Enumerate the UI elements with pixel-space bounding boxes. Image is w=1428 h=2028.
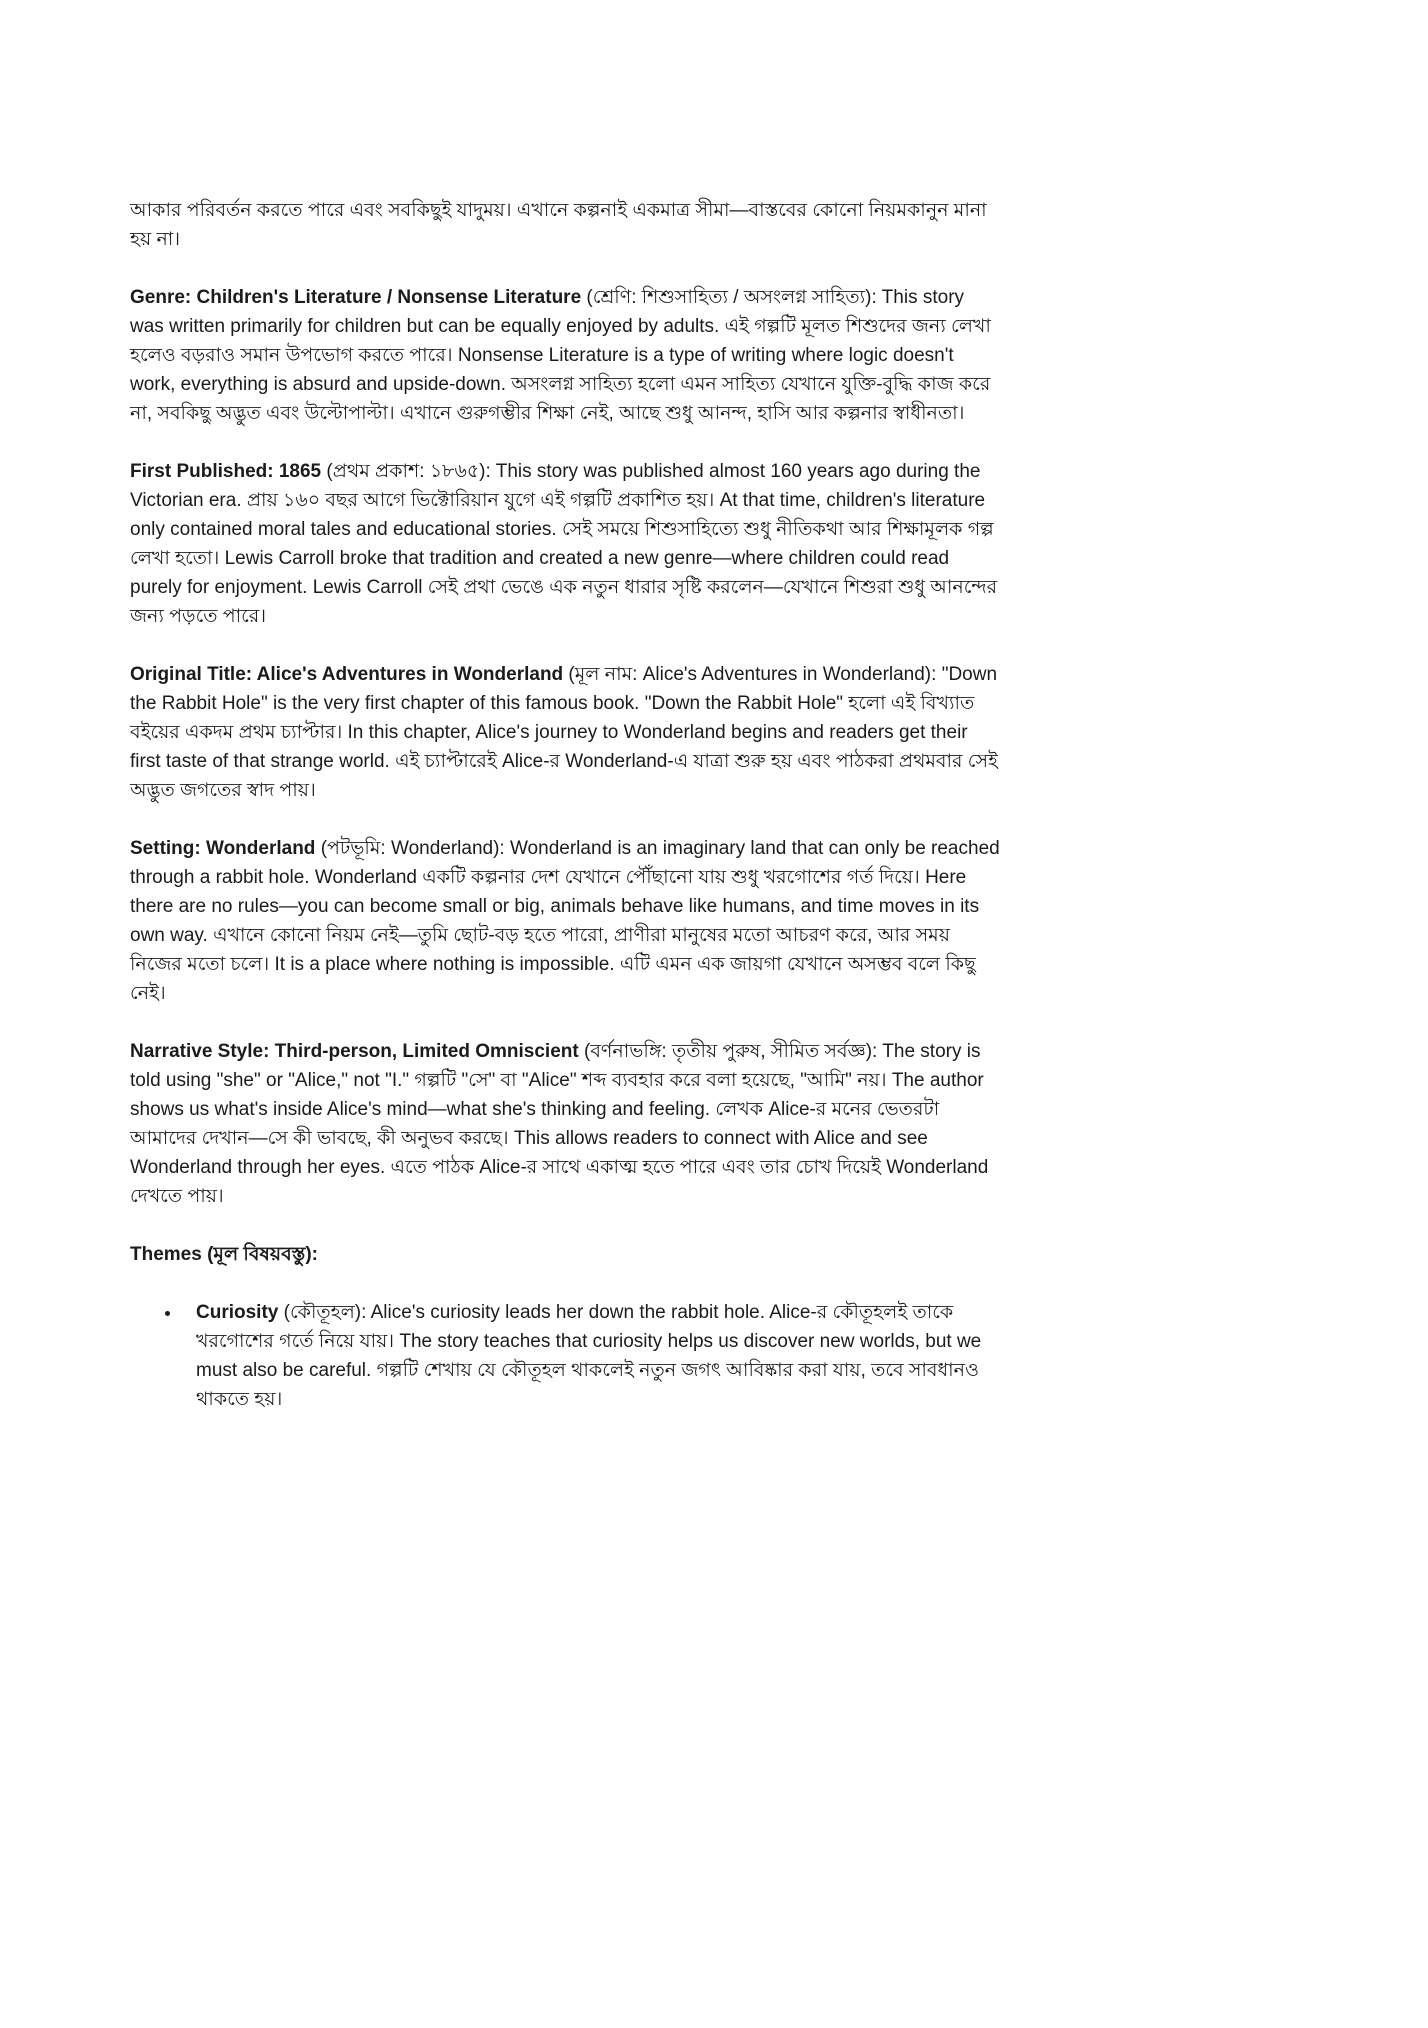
paragraph-text: (শ্রেণি: শিশুসাহিত্য / অসংলগ্ন সাহিত্য): This story was written primarily for children but can be equally enjoyed by adults. এই গল্পটি মূলত শিশুদের জন্য লেখা হলেও বড়রাও সমান উপভোগ করতে পারে। Nonsense Literature is a type of writing where logic doesn't work, everything is absurd and upside-down. অসংলগ্ন সাহিত্য হলো এমন সাহিত্য যেখানে যুক্তি-বুদ্ধি কাজ করে না, সবকিছু অদ্ভুত এবং উল্টোপাল্টা। এখানে গুরুগম্ভীর শিক্ষা নেই, আছে শুধু আনন্দ, হাসি আর কল্পনার স্বাধীনতা।: [130, 287, 997, 424]
paragraph-original-title: [130, 660, 1004, 805]
paragraph-text: (পটভূমি: Wonderland): Wonderland is an imaginary land that can only be reached through a rabbit hole. Wonderland একটি কল্পনার দেশ যেখানে পৌঁছানো যায় শুধু খরগোশের গর্ত দিয়ে। Here there are no rules—you can become small or big, animals behave like humans, and time moves in its own way. এখানে কোনো নিয়ম নেই—তুমি ছোট-বড় হতে পারো, প্রাণীরা মানুষের মতো আচরণ করে, আর সময় নিজের মতো চলে। It is a place where nothing is impossible. এটি এমন এক জায়গা যেখানে অসম্ভব বলে কিছু নেই।: [130, 838, 1005, 1004]
paragraph-lead: First Published: 1865: [130, 461, 322, 482]
paragraph-lead: Narrative Style: Third-person, Limited Omniscient: [130, 1041, 579, 1062]
paragraph-setting: [130, 834, 1005, 1008]
bullet-lead: Curiosity: [196, 1302, 279, 1323]
themes-heading-text: Themes (মূল বিষয়বস্তু):: [130, 1244, 318, 1265]
paragraph-lead: Original Title: Alice's Adventures in Wonderland: [130, 664, 564, 685]
paragraph-text: (প্রথম প্রকাশ: ১৮৬৫): This story was published almost 160 years ago during the Victorian era. প্রায় ১৬০ বছর আগে ভিক্টোরিয়ান যুগে এই গল্পটি প্রকাশিত হয়। At that time, children's literature only contained moral tales and educational stories. সেই সময়ে শিশুসাহিত্যে শুধু নীতিকথা আর শিক্ষামূলক গল্প লেখা হতো। Lewis Carroll broke that tradition and created a new genre—where children could read purely for enjoyment. Lewis Carroll সেই প্রথা ভেঙে এক নতুন ধারার সৃষ্টি করলেন—যেখানে শিশুরা শুধু আনন্দের জন্য পড়তে পারে।: [130, 461, 1003, 627]
paragraph-text: (মূল নাম: Alice's Adventures in Wonderland): "Down the Rabbit Hole" is the very first chapter of this famous book. "Down the Rabbit Hole" হলো এই বিখ্যাত বইয়ের একদম প্রথম চ্যাপ্টার। In this chapter, Alice's journey to Wonderland begins and readers get their first taste of that strange world. এই চ্যাপ্টারেই Alice-র Wonderland-এ যাত্রা শুরু হয় এবং পাঠকরা প্রথমবার সেই অদ্ভুত জগতের স্বাদ পায়।: [130, 664, 1004, 801]
paragraph-genre: [130, 283, 1000, 428]
paragraph-first-published: [130, 457, 1003, 631]
intro-paragraph: [130, 196, 1000, 254]
paragraph-lead: Genre: Children's Literature / Nonsense Literature: [130, 287, 582, 308]
list-item-curiosity: [182, 1298, 1000, 1414]
themes-list: [130, 1298, 1000, 1414]
document-body: [130, 196, 1005, 1414]
paragraph-lead: Setting: Wonderland: [130, 838, 316, 859]
paragraph-narrative-style: [130, 1037, 1000, 1211]
bullet-text: (কৌতূহল): Alice's curiosity leads her down the rabbit hole. Alice-র কৌতূহলই তাকে খরগোশের গর্তে নিয়ে যায়। The story teaches that curiosity helps us discover new worlds, but we must also be careful. গল্পটি শেখায় যে কৌতূহল থাকলেই নতুন জগৎ আবিষ্কার করা যায়, তবে সাবধানও থাকতে হয়।: [196, 1302, 987, 1410]
themes-heading: [130, 1240, 1000, 1269]
paragraph-text: আকার পরিবর্তন করতে পারে এবং সবকিছুই যাদুময়। এখানে কল্পনাই একমাত্র সীমা—বাস্তবের কোনো নিয়মকানুন মানা হয় না।: [130, 200, 992, 250]
paragraph-text: (বর্ণনাভঙ্গি: তৃতীয় পুরুষ, সীমিত সর্বজ্ঞ): The story is told using "she" or "Alice," not "I." গল্পটি "সে" বা "Alice" শব্দ ব্যবহার করে বলা হয়েছে, "আমি" নয়। The author shows us what's inside Alice's mind—what she's thinking and feeling. লেখক Alice-র মনের ভেতরটা আমাদের দেখান—সে কী ভাবছে, কী অনুভব করছে। This allows readers to connect with Alice and see Wonderland through her eyes. এতে পাঠক Alice-র সাথে একাত্ম হতে পারে এবং তার চোখ দিয়েই Wonderland দেখতে পায়।: [130, 1041, 994, 1207]
